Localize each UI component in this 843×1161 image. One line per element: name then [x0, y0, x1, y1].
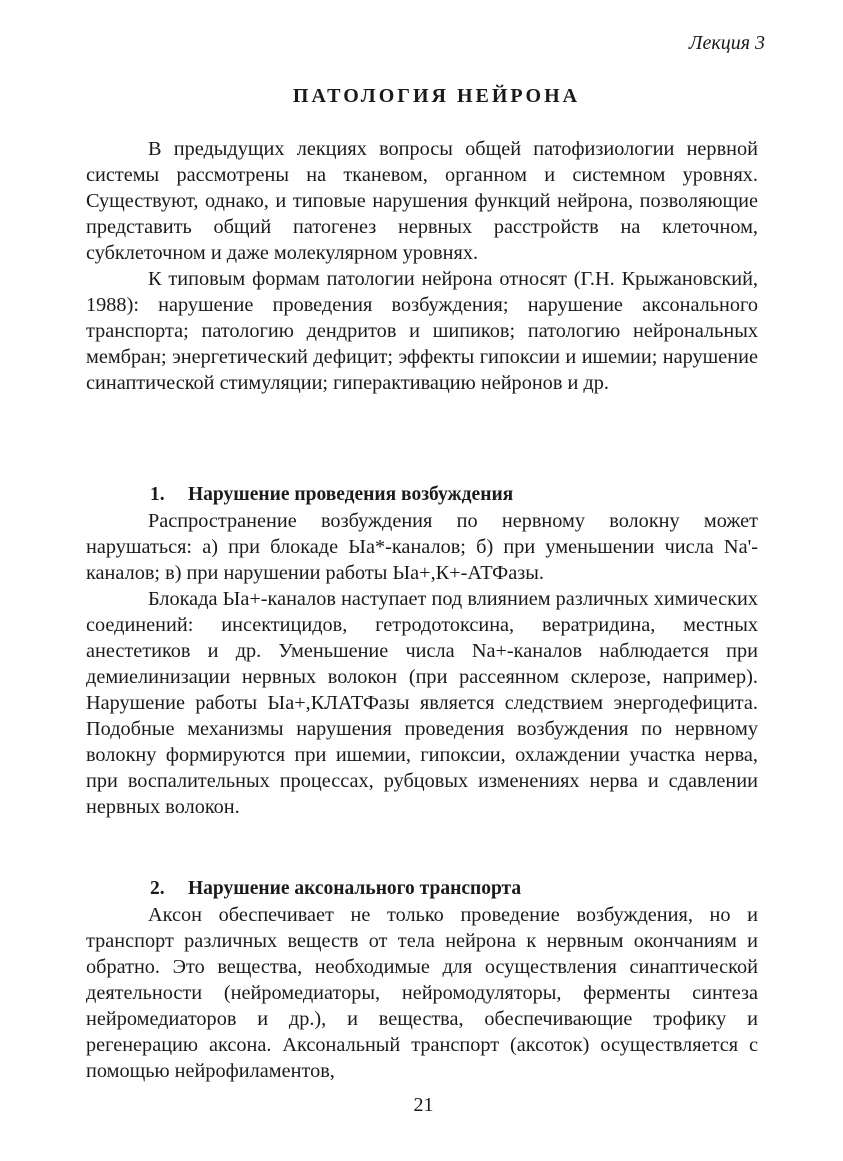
paragraph: Аксон обеспечивает не только проведение возбуждения, но и транспорт различных веществ от тела нейрона к нервным окончаниям и обратно. Это вещества, необходимые для осуществления синаптической деятельности (нейромедиаторы, нейромодуляторы, ферменты синтеза нейромедиаторов и др.), и вещества, обеспечивающие трофику и регенерацию аксона. Аксональный транспорт (аксоток) осуществляется с помощью нейрофиламентов, [86, 904, 758, 1082]
section-number: 1. [150, 484, 165, 505]
section-title: Нарушение аксонального транспорта [188, 878, 522, 899]
section-2 [86, 876, 758, 1084]
page-title: ПАТОЛОГИЯ НЕЙРОНА [292, 85, 581, 107]
running-head: Лекция 3 [688, 32, 765, 54]
page-number: 21 [413, 1094, 434, 1116]
section-title: Нарушение проведения возбуждения [188, 484, 514, 505]
section-heading [86, 876, 758, 902]
paragraph: Распространение возбуждения по нервному волокну может нарушаться: а) при блокаде Ыа*-каналов; б) при уменьшении числа Na'-каналов; в) при нарушении работы Ыа+,К+-АТФазы. [86, 510, 758, 584]
intro-block [86, 136, 758, 396]
section-heading [86, 482, 758, 508]
paragraph: Блокада Ыа+-каналов наступает под влиянием различных химических соединений: инсектицидов, гетродотоксина, вератридина, местных анестетиков и др. Уменьшение числа Na+-каналов наблюдается при демиелинизации нервных волокон (при рассеянном склерозе, например). Нарушение работы Ыа+,КЛАТФазы является следствием энергодефицита. Подобные механизмы нарушения проведения возбуждения по нервному волокну формируются при ишемии, гипоксии, охлаждении участка нерва, при воспалительных процессах, рубцовых изменениях нерва и сдавлении нервных волокон. [86, 588, 758, 818]
paragraph: В предыдущих лекциях вопросы общей патофизиологии нервной системы рассмотрены на тканевом, органном и системном уровнях. Существуют, однако, и типовые нарушения функций нейрона, позволяющие представить общий патогенез нервных расстройств на клеточном, субклеточном и даже молекулярном уровнях. [86, 138, 758, 264]
section-1 [86, 482, 758, 820]
paragraph: К типовым формам патологии нейрона относят (Г.Н. Крыжановский, 1988): нарушение проведения возбуждения; нарушение аксонального транспорта; патологию дендритов и шипиков; патологию нейрональных мембран; энергетический дефицит; эффекты гипоксии и ишемии; нарушение синаптической стимуляции; гиперактивацию нейронов и др. [86, 268, 758, 394]
section-number: 2. [150, 878, 165, 899]
